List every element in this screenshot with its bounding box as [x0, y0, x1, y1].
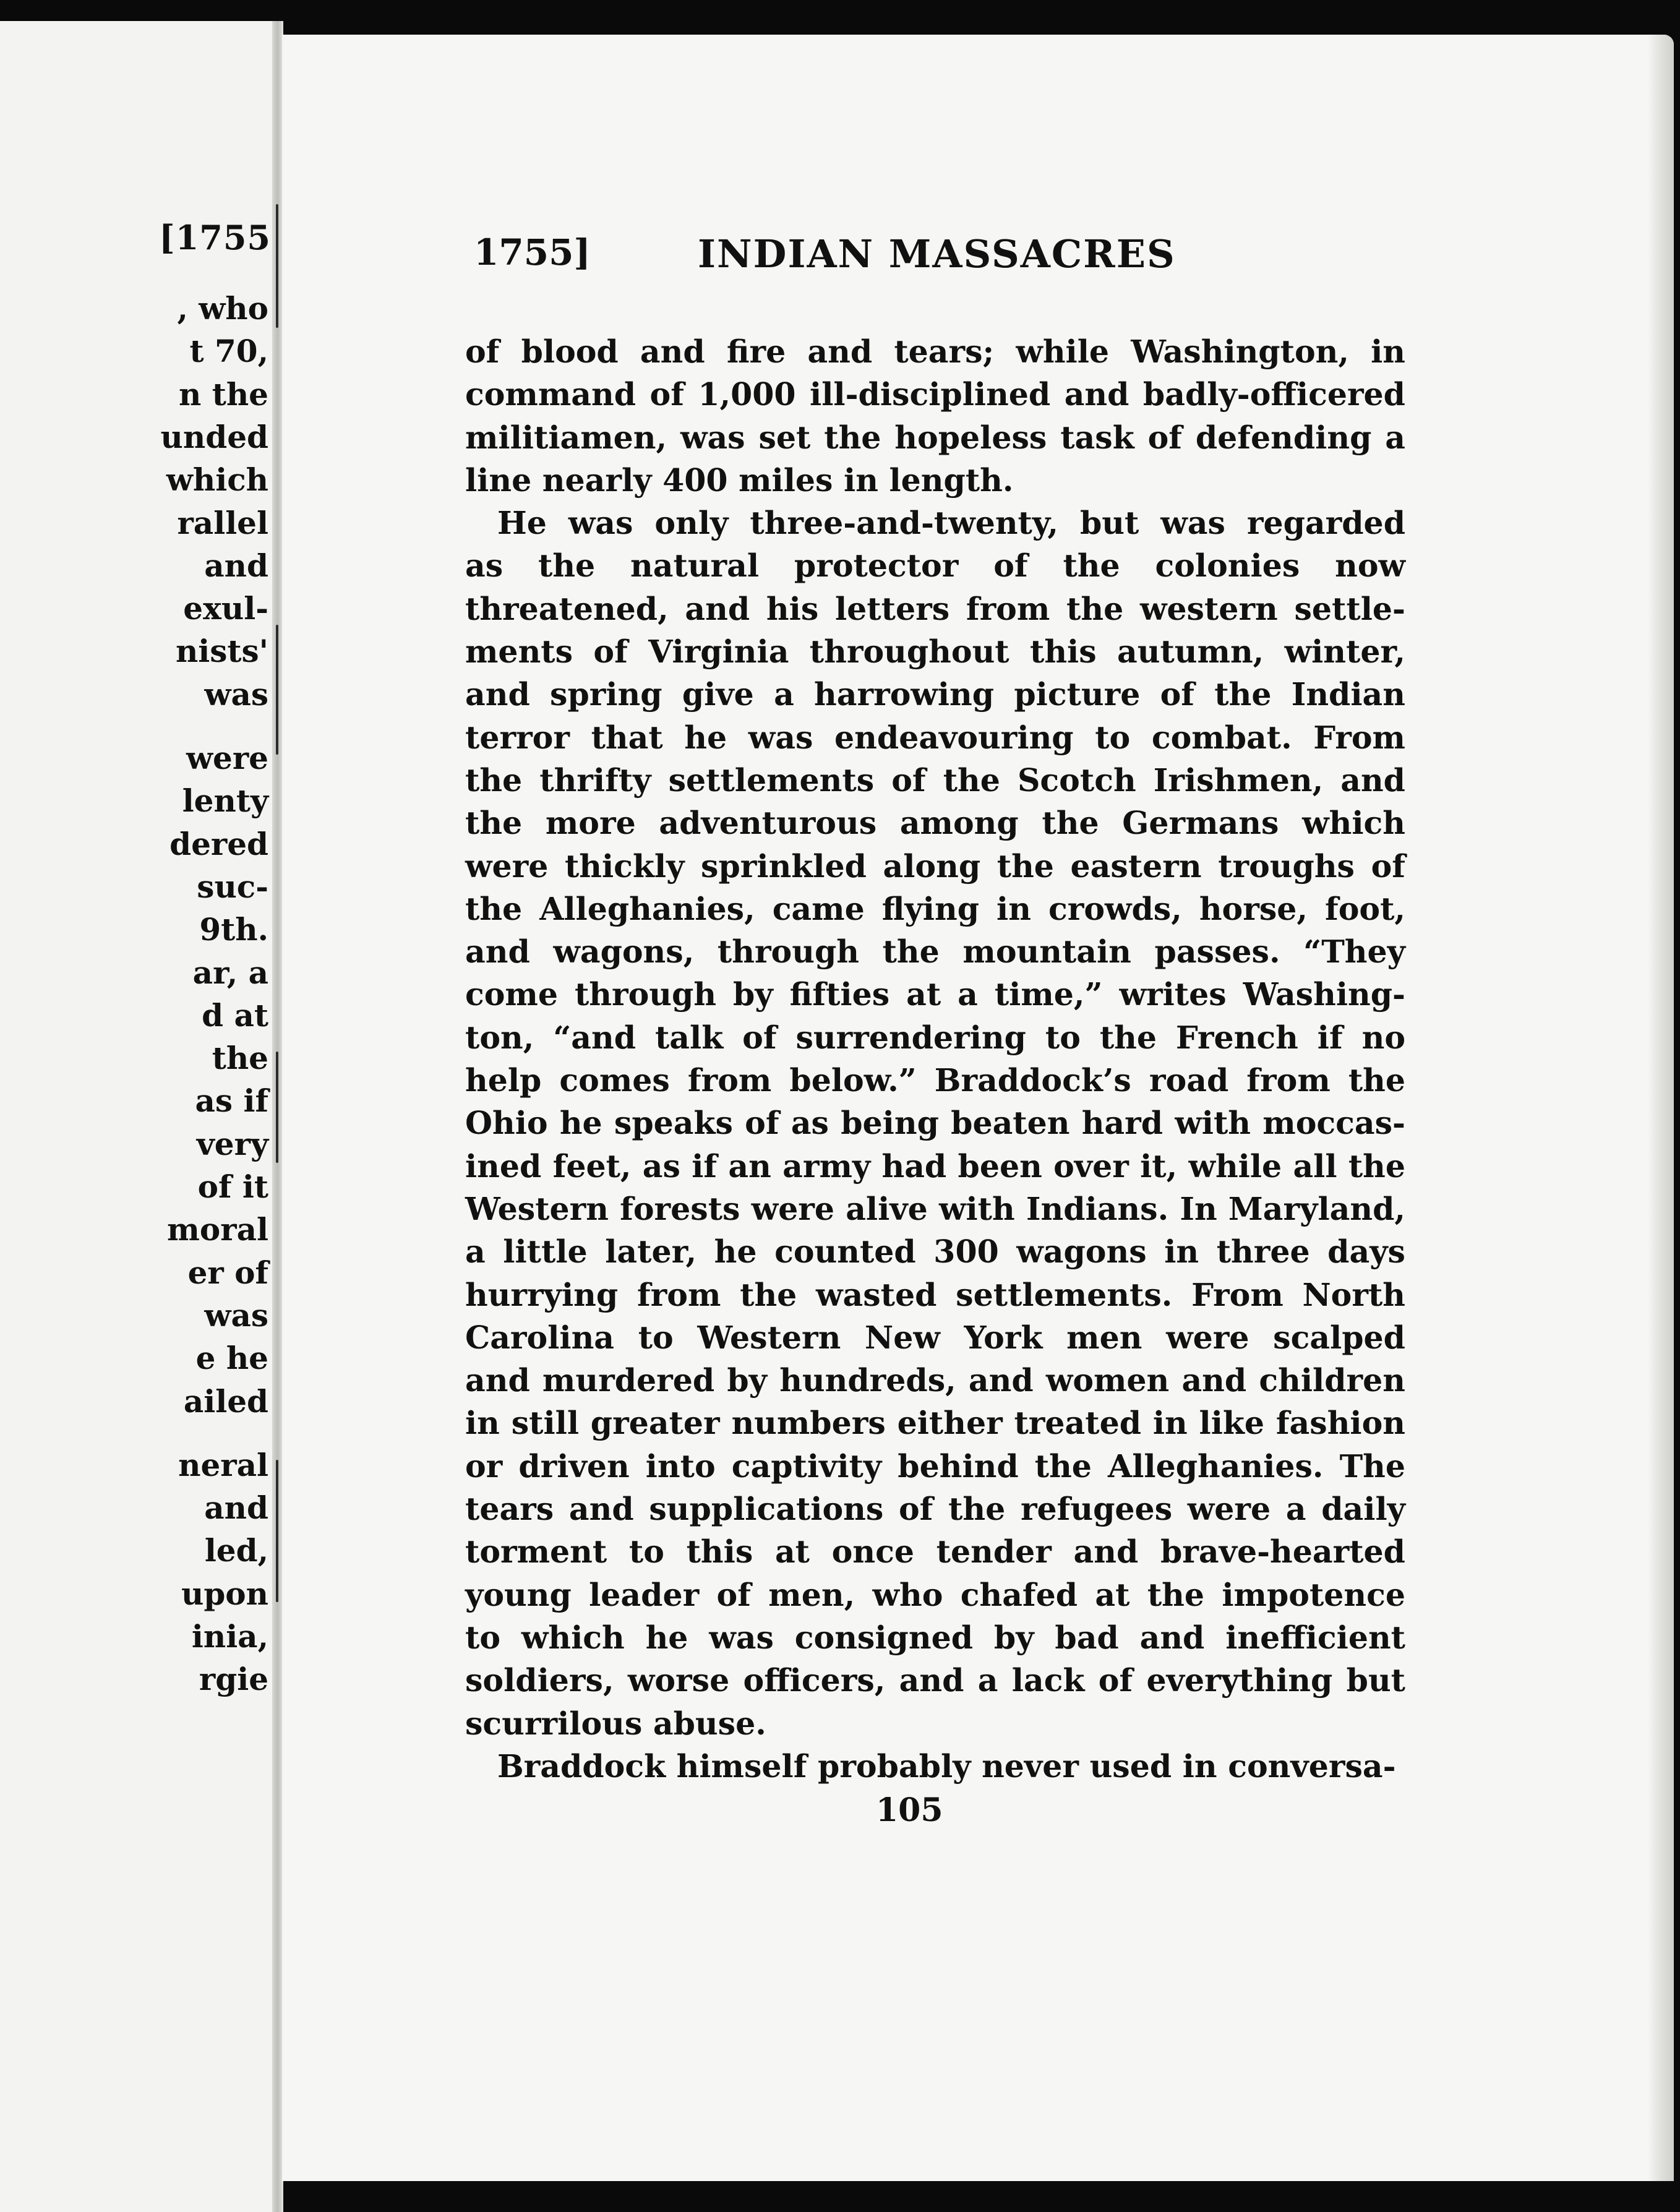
- text-line: hurrying from the wasted settlements. From North: [465, 1276, 1405, 1313]
- left-page-line: d at: [202, 997, 268, 1034]
- text-line: ton, “and talk of surrendering to the French if no: [465, 1019, 1405, 1056]
- text-line: tears and supplications of the refugees were a daily: [465, 1491, 1405, 1528]
- binding-stitch: [276, 1460, 278, 1602]
- text-line: terror that he was endeavouring to combat. From: [465, 719, 1405, 756]
- text-line: young leader of men, who chafed at the impotence: [465, 1576, 1405, 1613]
- text-line: ments of Virginia throughout this autumn, winter,: [465, 633, 1405, 671]
- text-line: a little later, he counted 300 wagons in three days: [465, 1233, 1405, 1271]
- left-page-line: lenty: [182, 782, 268, 820]
- left-page-line: , who: [177, 290, 268, 327]
- left-page: [0, 21, 277, 2212]
- binding-stitch: [276, 625, 278, 755]
- text-line: Carolina to Western New York men were scalped: [465, 1319, 1405, 1356]
- text-line: torment to this at once tender and brave-hearted: [465, 1533, 1405, 1571]
- binding-stitch: [276, 1052, 278, 1163]
- text-line: He was only three-and-twenty, but was regarded: [497, 505, 1405, 542]
- left-page-line: dered: [169, 825, 268, 862]
- left-page-line: were: [186, 740, 268, 776]
- left-page-line: t 70,: [189, 333, 268, 370]
- text-line: threatened, and his letters from the western settle-: [465, 590, 1405, 627]
- left-page-line: and: [204, 1490, 268, 1527]
- text-line: soldiers, worse officers, and a lack of everything but: [465, 1662, 1405, 1699]
- text-line: line nearly 400 miles in length.: [465, 461, 1014, 499]
- text-line: help comes from below.” Braddock’s road from the: [465, 1062, 1405, 1099]
- left-page-line: suc-: [197, 868, 268, 905]
- left-page-line: e he: [195, 1340, 268, 1377]
- header-year: 1755]: [474, 231, 591, 273]
- text-line: Ohio he speaks of as being beaten hard with moccas-: [465, 1105, 1405, 1142]
- left-page-line: ailed: [183, 1382, 268, 1420]
- text-line: command of 1,000 ill-disciplined and badly-officered: [465, 376, 1405, 413]
- left-page-line: rallel: [177, 504, 268, 541]
- page-edge: [1648, 35, 1674, 2181]
- running-title: INDIAN MASSACRES: [698, 231, 1176, 276]
- left-page-header: [1755: [159, 218, 271, 257]
- text-line: and murdered by hundreds, and women and children: [465, 1362, 1405, 1399]
- left-page-line: as if: [195, 1082, 268, 1120]
- left-page-line: 9th.: [199, 911, 268, 948]
- left-page-line: upon: [181, 1575, 268, 1612]
- text-line: come through by fifties at a time,” writes Washing-: [465, 976, 1405, 1013]
- right-page: [282, 35, 1674, 2181]
- paragraph: [465, 1745, 1405, 1788]
- left-page-line: inia,: [191, 1618, 268, 1655]
- text-line: or driven into captivity behind the Alleghanies. The: [465, 1447, 1405, 1485]
- left-page-line: nists': [175, 633, 268, 670]
- left-page-line: was: [204, 675, 268, 713]
- left-page-line: which: [166, 461, 268, 499]
- left-page-line: very: [196, 1125, 268, 1162]
- text-line: the thrifty settlements of the Scotch Irishmen, and: [465, 761, 1405, 799]
- left-page-line: n the: [178, 375, 268, 413]
- left-page-line: neral: [178, 1446, 268, 1483]
- text-line: and wagons, through the mountain passes. “They: [465, 933, 1405, 971]
- left-page-line: rgie: [199, 1661, 268, 1698]
- left-page-line: the: [212, 1040, 268, 1077]
- left-page-line: unded: [160, 418, 268, 455]
- text-line: Braddock himself probably never used in conversa-: [497, 1747, 1396, 1785]
- text-line: were thickly sprinkled along the eastern troughs of: [465, 847, 1405, 885]
- text-line: Western forests were alive with Indians. In Maryland,: [465, 1190, 1405, 1227]
- paragraph: [465, 502, 1405, 1745]
- text-line: the Alleghanies, came flying in crowds, horse, foot,: [465, 890, 1405, 927]
- text-line: to which he was consigned by bad and inefficient: [465, 1619, 1405, 1656]
- body-text: [465, 330, 1405, 1788]
- left-page-line: exul-: [183, 590, 268, 627]
- page-number: 105: [876, 1791, 943, 1829]
- left-page-line: and: [204, 547, 268, 584]
- paragraph: [465, 330, 1405, 502]
- page-header: [474, 231, 1439, 281]
- text-line: of blood and fire and tears; while Washington, in: [465, 333, 1405, 370]
- left-page-line: of it: [197, 1168, 268, 1205]
- text-line: scurrilous abuse.: [465, 1705, 766, 1742]
- left-page-line: ar, a: [192, 954, 268, 991]
- left-page-line: moral: [167, 1211, 268, 1248]
- text-line: militiamen, was set the hopeless task of defending a: [465, 419, 1405, 456]
- text-line: and spring give a harrowing picture of the Indian: [465, 676, 1405, 713]
- left-page-line: er of: [187, 1254, 268, 1291]
- text-line: in still greater numbers either treated in like fashion: [465, 1405, 1405, 1442]
- left-page-line: was: [204, 1297, 268, 1334]
- left-page-line: led,: [204, 1532, 268, 1569]
- text-line: the more adventurous among the Germans which: [465, 805, 1405, 842]
- binding-stitch: [276, 204, 278, 328]
- text-line: ined feet, as if an army had been over it, while all the: [465, 1147, 1405, 1185]
- text-line: as the natural protector of the colonies now: [465, 547, 1405, 585]
